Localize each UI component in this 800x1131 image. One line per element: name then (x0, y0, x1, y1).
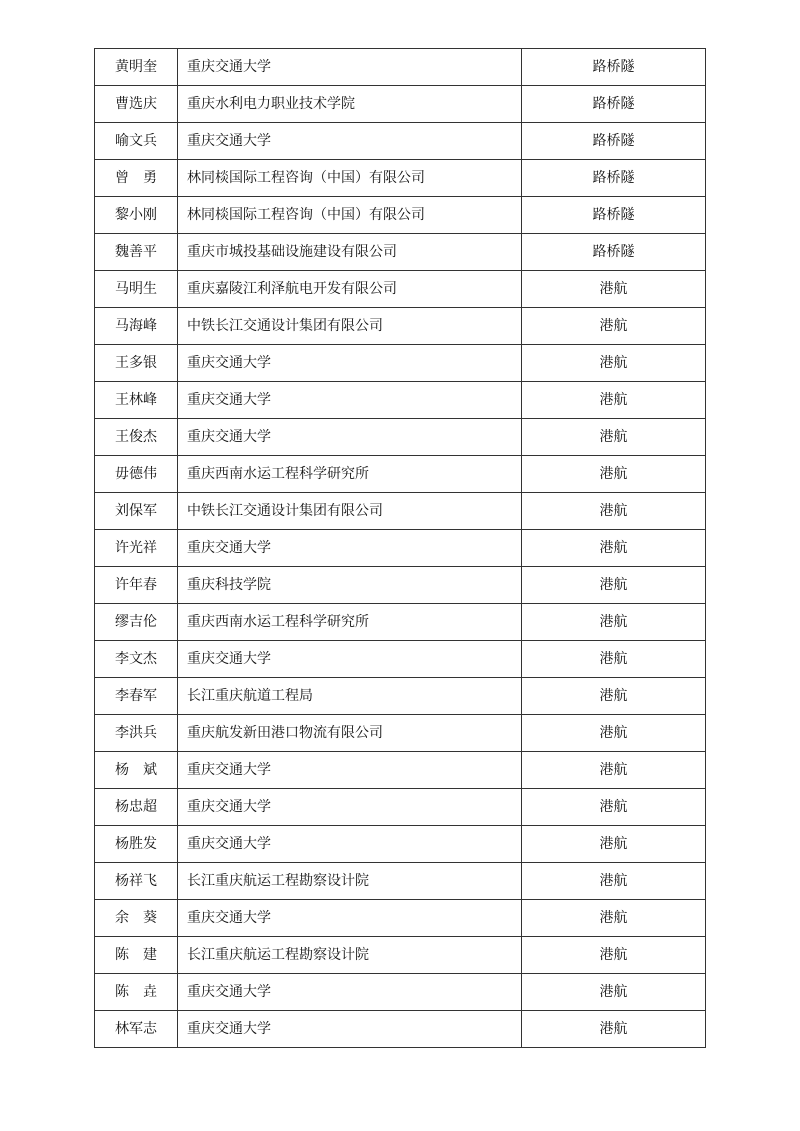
table-row (95, 382, 706, 419)
specialty-cell: 港航 (522, 974, 706, 1011)
organization-cell: 长江重庆航道工程局 (178, 678, 522, 715)
table-row (95, 863, 706, 900)
table-row (95, 789, 706, 826)
person-name-cell: 许光祥 (95, 530, 178, 567)
person-name-cell: 毋德伟 (95, 456, 178, 493)
person-name-cell: 王多银 (95, 345, 178, 382)
person-name-cell: 许年春 (95, 567, 178, 604)
organization-cell: 重庆交通大学 (178, 974, 522, 1011)
specialty-cell: 港航 (522, 789, 706, 826)
specialty-cell: 路桥隧 (522, 123, 706, 160)
organization-cell: 林同棪国际工程咨询（中国）有限公司 (178, 160, 522, 197)
person-name-cell: 陈 垚 (95, 974, 178, 1011)
table-row (95, 49, 706, 86)
table-row (95, 974, 706, 1011)
person-name-cell: 杨 斌 (95, 752, 178, 789)
table-row (95, 900, 706, 937)
organization-cell: 林同棪国际工程咨询（中国）有限公司 (178, 197, 522, 234)
organization-cell: 重庆西南水运工程科学研究所 (178, 604, 522, 641)
table-row (95, 308, 706, 345)
specialty-cell: 港航 (522, 863, 706, 900)
person-name-cell: 曾 勇 (95, 160, 178, 197)
table-row (95, 197, 706, 234)
person-name-cell: 李文杰 (95, 641, 178, 678)
organization-cell: 重庆嘉陵江利泽航电开发有限公司 (178, 271, 522, 308)
organization-cell: 重庆科技学院 (178, 567, 522, 604)
organization-cell: 重庆交通大学 (178, 123, 522, 160)
person-name-cell: 李春军 (95, 678, 178, 715)
table-row (95, 160, 706, 197)
specialty-cell: 港航 (522, 641, 706, 678)
specialty-cell: 港航 (522, 826, 706, 863)
organization-cell: 重庆交通大学 (178, 345, 522, 382)
expert-roster-table (94, 48, 706, 1048)
specialty-cell: 港航 (522, 271, 706, 308)
specialty-cell: 港航 (522, 715, 706, 752)
person-name-cell: 王俊杰 (95, 419, 178, 456)
organization-cell: 重庆交通大学 (178, 49, 522, 86)
person-name-cell: 王林峰 (95, 382, 178, 419)
organization-cell: 重庆市城投基础设施建设有限公司 (178, 234, 522, 271)
specialty-cell: 港航 (522, 419, 706, 456)
person-name-cell: 林军志 (95, 1011, 178, 1048)
specialty-cell: 港航 (522, 567, 706, 604)
organization-cell: 重庆交通大学 (178, 900, 522, 937)
organization-cell: 重庆西南水运工程科学研究所 (178, 456, 522, 493)
person-name-cell: 余 葵 (95, 900, 178, 937)
person-name-cell: 魏善平 (95, 234, 178, 271)
specialty-cell: 港航 (522, 345, 706, 382)
table-row (95, 271, 706, 308)
table-row (95, 345, 706, 382)
person-name-cell: 杨忠超 (95, 789, 178, 826)
person-name-cell: 黎小刚 (95, 197, 178, 234)
table-row (95, 752, 706, 789)
specialty-cell: 路桥隧 (522, 160, 706, 197)
organization-cell: 重庆交通大学 (178, 641, 522, 678)
table-row (95, 530, 706, 567)
specialty-cell: 路桥隧 (522, 49, 706, 86)
organization-cell: 长江重庆航运工程勘察设计院 (178, 863, 522, 900)
organization-cell: 中铁长江交通设计集团有限公司 (178, 308, 522, 345)
organization-cell: 长江重庆航运工程勘察设计院 (178, 937, 522, 974)
table-row (95, 123, 706, 160)
person-name-cell: 曹选庆 (95, 86, 178, 123)
person-name-cell: 杨胜发 (95, 826, 178, 863)
table-row (95, 678, 706, 715)
table-row (95, 715, 706, 752)
specialty-cell: 港航 (522, 752, 706, 789)
table-row (95, 604, 706, 641)
specialty-cell: 港航 (522, 382, 706, 419)
organization-cell: 重庆交通大学 (178, 789, 522, 826)
specialty-cell: 路桥隧 (522, 86, 706, 123)
organization-cell: 中铁长江交通设计集团有限公司 (178, 493, 522, 530)
roster-body (95, 49, 706, 1048)
specialty-cell: 港航 (522, 530, 706, 567)
specialty-cell: 港航 (522, 604, 706, 641)
person-name-cell: 李洪兵 (95, 715, 178, 752)
person-name-cell: 黄明奎 (95, 49, 178, 86)
organization-cell: 重庆航发新田港口物流有限公司 (178, 715, 522, 752)
specialty-cell: 港航 (522, 493, 706, 530)
person-name-cell: 缪吉伦 (95, 604, 178, 641)
organization-cell: 重庆交通大学 (178, 382, 522, 419)
organization-cell: 重庆水利电力职业技术学院 (178, 86, 522, 123)
person-name-cell: 陈 建 (95, 937, 178, 974)
table-row (95, 567, 706, 604)
person-name-cell: 马明生 (95, 271, 178, 308)
specialty-cell: 港航 (522, 678, 706, 715)
specialty-cell: 港航 (522, 937, 706, 974)
organization-cell: 重庆交通大学 (178, 1011, 522, 1048)
table-row (95, 456, 706, 493)
specialty-cell: 路桥隧 (522, 234, 706, 271)
table-row (95, 419, 706, 456)
specialty-cell: 路桥隧 (522, 197, 706, 234)
table-row (95, 86, 706, 123)
table-row (95, 493, 706, 530)
table-row (95, 641, 706, 678)
specialty-cell: 港航 (522, 308, 706, 345)
table-row (95, 234, 706, 271)
person-name-cell: 刘保军 (95, 493, 178, 530)
specialty-cell: 港航 (522, 900, 706, 937)
organization-cell: 重庆交通大学 (178, 530, 522, 567)
person-name-cell: 杨祥飞 (95, 863, 178, 900)
person-name-cell: 喻文兵 (95, 123, 178, 160)
person-name-cell: 马海峰 (95, 308, 178, 345)
table-row (95, 937, 706, 974)
specialty-cell: 港航 (522, 456, 706, 493)
organization-cell: 重庆交通大学 (178, 826, 522, 863)
table-row (95, 826, 706, 863)
organization-cell: 重庆交通大学 (178, 419, 522, 456)
organization-cell: 重庆交通大学 (178, 752, 522, 789)
table-row (95, 1011, 706, 1048)
specialty-cell: 港航 (522, 1011, 706, 1048)
